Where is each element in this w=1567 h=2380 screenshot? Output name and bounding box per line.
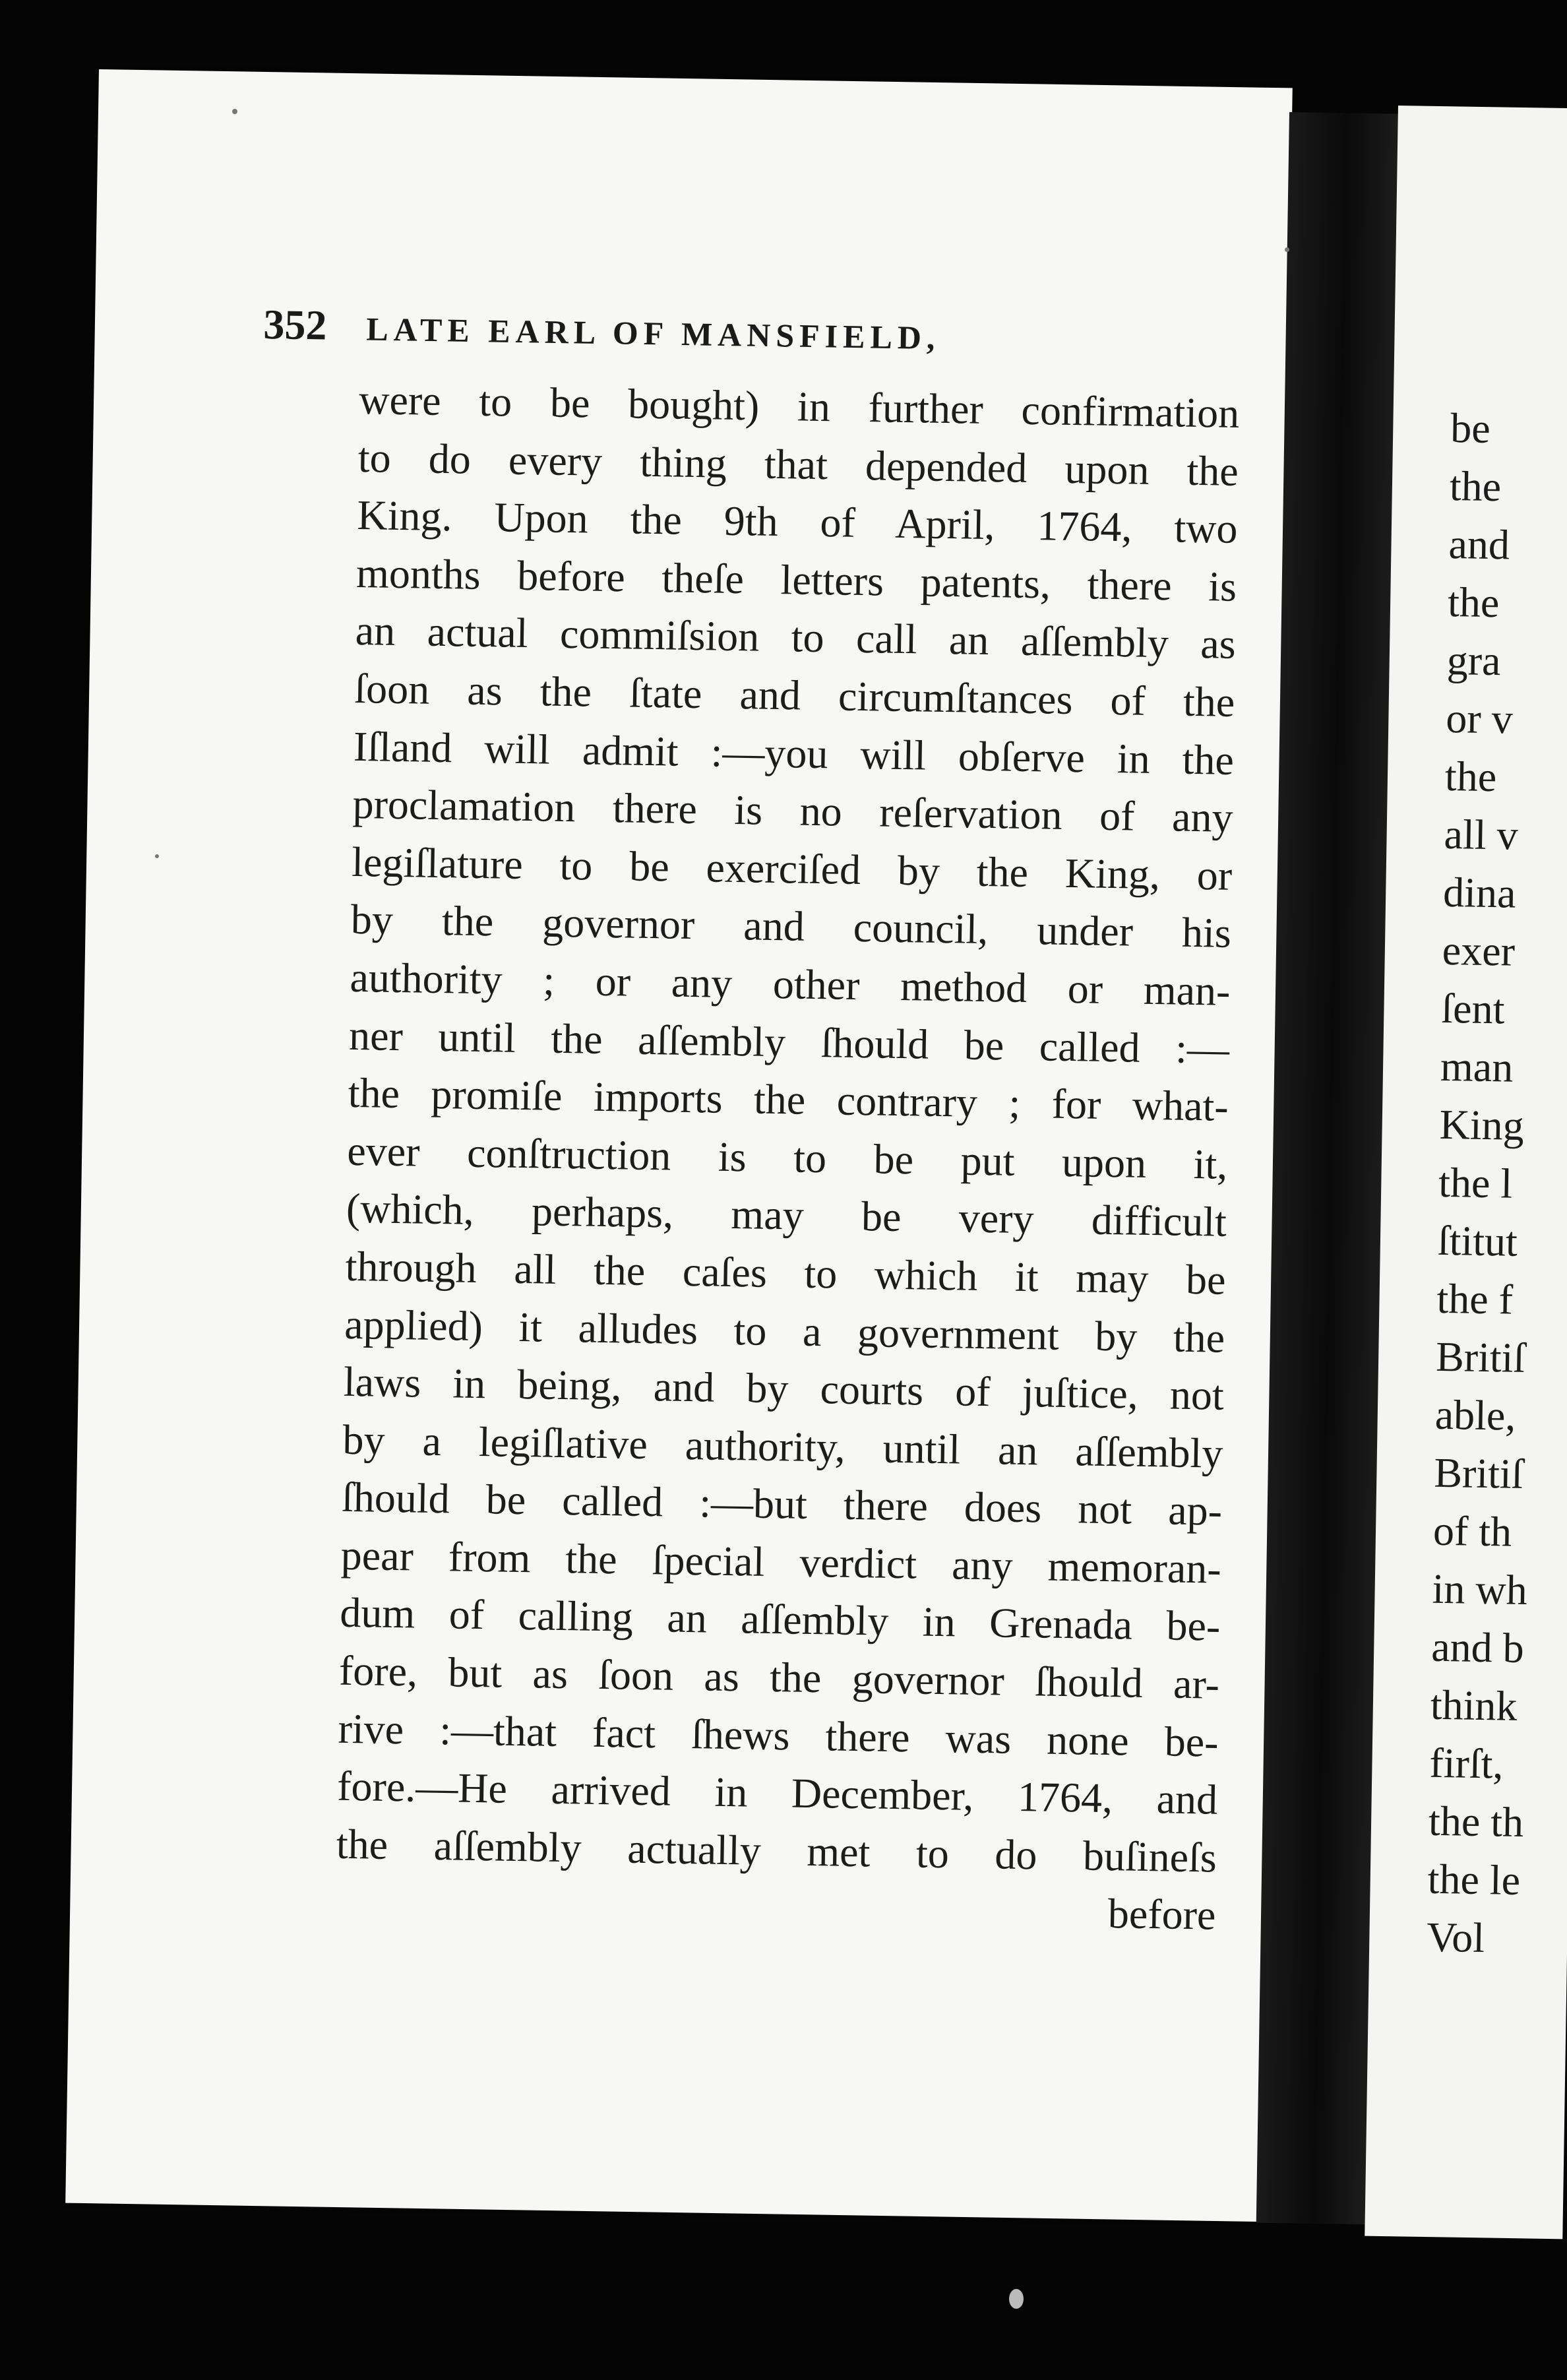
text-line: by a legiſlative authority, until an aſſembly bbox=[342, 1416, 1223, 1477]
right-text-fragment: the f bbox=[1436, 1274, 1514, 1323]
text-line: the aſſembly actually met to do buſineſs bbox=[336, 1820, 1217, 1881]
right-text-fragment: and bbox=[1448, 520, 1510, 569]
right-text-fragment: able, bbox=[1434, 1391, 1516, 1439]
right-text-fragment: in wh bbox=[1432, 1565, 1528, 1614]
paper-speck bbox=[1285, 247, 1289, 252]
right-text-fragment: the bbox=[1449, 462, 1502, 511]
text-line: by the governor and council, under his bbox=[350, 896, 1232, 957]
right-text-fragment: man bbox=[1440, 1042, 1514, 1091]
text-line: through all the caſes to which it may be bbox=[345, 1242, 1227, 1303]
text-line: legiſlature to be exerciſed by the King, or bbox=[351, 838, 1233, 899]
right-page-text bbox=[1427, 399, 1567, 1968]
right-text-fragment: ſtitut bbox=[1437, 1216, 1518, 1265]
text-line: were to be bought) in further confirmation bbox=[358, 375, 1240, 437]
text-line: ever conſtruction is to be put upon it, bbox=[346, 1127, 1228, 1188]
right-text-fragment: gra bbox=[1446, 636, 1502, 685]
right-text-fragment: think bbox=[1430, 1681, 1518, 1730]
right-text-fragment: ſent bbox=[1440, 984, 1506, 1033]
right-text-fragment: the l bbox=[1438, 1158, 1513, 1207]
text-line: ſhould be called :—but there does not ap- bbox=[341, 1474, 1223, 1535]
paper-speck bbox=[232, 109, 237, 114]
right-text-fragment: and b bbox=[1430, 1623, 1525, 1672]
text-line: authority ; or any other method or man- bbox=[350, 953, 1231, 1015]
text-line: fore, but as ſoon as the governor ſhould ar- bbox=[338, 1646, 1220, 1708]
text-line: pear from the ſpecial verdict any memoran- bbox=[340, 1531, 1222, 1592]
right-text-fragment: dina bbox=[1442, 868, 1516, 917]
right-text-fragment: be bbox=[1450, 404, 1491, 452]
right-text-fragment: the le bbox=[1427, 1855, 1521, 1904]
text-line: laws in being, and by courts of juſtice, not bbox=[343, 1358, 1225, 1419]
right-text-fragment: the bbox=[1444, 752, 1497, 801]
page-number: 352 bbox=[262, 300, 327, 349]
catchword: before bbox=[1107, 1890, 1216, 1939]
paper-speck bbox=[1009, 2289, 1024, 2309]
right-text-fragment: the th bbox=[1428, 1797, 1524, 1846]
text-line: King. Upon the 9th of April, 1764, two bbox=[357, 491, 1238, 553]
right-text-fragment: of th bbox=[1432, 1507, 1512, 1555]
text-line: months before theſe letters patents, there is bbox=[355, 549, 1237, 610]
text-line: an actual commiſsion to call an aſſembly as bbox=[355, 607, 1237, 668]
right-text-fragment: King bbox=[1439, 1100, 1525, 1149]
text-line: to do every thing that depended upon the bbox=[357, 433, 1239, 495]
right-text-fragment: the bbox=[1447, 578, 1500, 627]
right-text-fragment: firſt, bbox=[1429, 1739, 1504, 1788]
text-line: fore.—He arrived in December, 1764, and bbox=[336, 1762, 1218, 1823]
right-text-fragment: Britiſ bbox=[1435, 1332, 1525, 1381]
text-line: the promiſe imports the contrary ; for what- bbox=[348, 1069, 1229, 1130]
text-line: rive :—that fact ſhews there was none be- bbox=[338, 1705, 1219, 1766]
text-line: ner until the aſſembly ſhould be called :— bbox=[348, 1011, 1230, 1073]
right-text-fragment: all v bbox=[1444, 810, 1519, 859]
body-text bbox=[335, 371, 1240, 1945]
running-head: LATE EARL OF MANSFIELD, bbox=[365, 310, 940, 357]
text-line: applied) it alludes to a government by the bbox=[344, 1300, 1225, 1362]
right-text-fragment: Vol bbox=[1426, 1913, 1485, 1962]
text-line: (which, perhaps, may be very difficult bbox=[346, 1185, 1227, 1246]
right-text-fragment: Britiſ bbox=[1433, 1449, 1524, 1497]
text-line: dum of calling an aſſembly in Grenada be- bbox=[339, 1589, 1221, 1650]
right-text-fragment: exer bbox=[1442, 926, 1516, 975]
text-line: proclamation there is no reſervation of any bbox=[352, 780, 1234, 842]
paper-speck bbox=[155, 854, 159, 858]
text-line: ſoon as the ſtate and circumſtances of the bbox=[353, 664, 1235, 726]
right-text-fragment: or v bbox=[1445, 694, 1514, 743]
text-line: Iſland will admit :—you will obſerve in the bbox=[353, 722, 1235, 784]
